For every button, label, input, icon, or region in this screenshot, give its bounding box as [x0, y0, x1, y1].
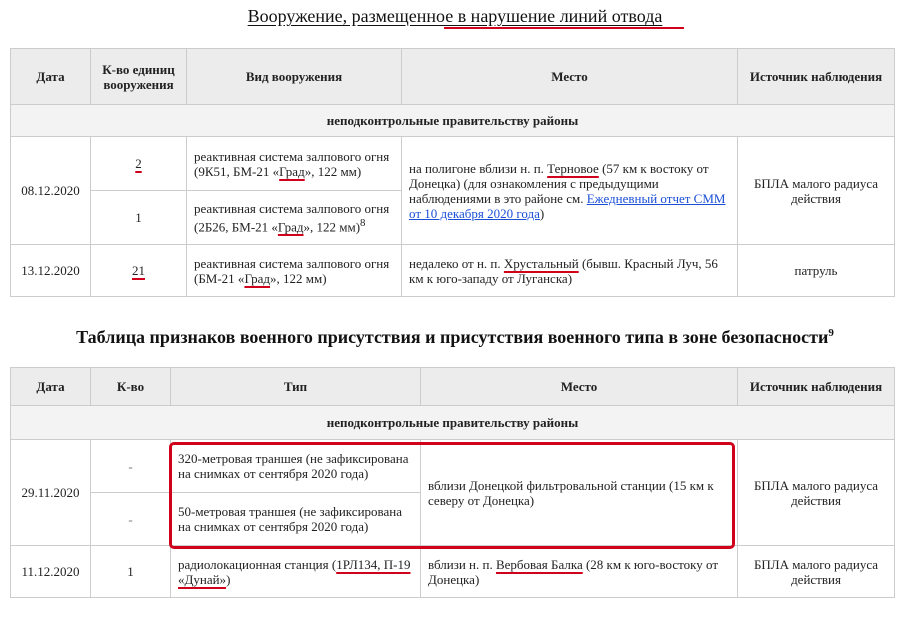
header-place: Место	[402, 49, 738, 105]
header-date: Дата	[11, 368, 91, 406]
row-place: недалеко от н. п. Хрустальный (бывш. Красный Луч, 56 км к юго-западу от Луганска)	[402, 245, 738, 297]
header-source: Источник наблюдения	[738, 368, 895, 406]
table-row	[11, 546, 895, 598]
row-weapon-type: реактивная система залпового огня (9К51, БМ-21 «Град», 122 мм)	[187, 137, 402, 191]
row-qty: 1	[91, 191, 187, 245]
annotation-underline-title	[444, 27, 684, 29]
row-qty: -	[91, 493, 171, 546]
header-type: Тип	[171, 368, 421, 406]
header-date: Дата	[11, 49, 91, 105]
header-weapon-type: Вид вооружения	[187, 49, 402, 105]
header-qty: К-во единиц вооружения	[91, 49, 187, 105]
row-place: вблизи Донецкой фильтровальной станции (15 км к северу от Донецка)	[421, 440, 738, 546]
header-place: Место	[421, 368, 738, 406]
table-row	[11, 245, 895, 297]
row-place: вблизи н. п. Вербовая Балка (28 км к юго-востоку от Донецка)	[421, 546, 738, 598]
table1-title: Вооружение, размещенное в нарушение линий отвода	[247, 6, 663, 26]
weapons-table	[10, 48, 895, 297]
military-presence-table	[10, 367, 895, 598]
table-row	[11, 137, 895, 191]
row-source: БПЛА малого радиуса действия	[738, 137, 895, 245]
row-qty: 1	[91, 546, 171, 598]
daily-report-link[interactable]: Ежедневный отчет СММ от 10 декабря 2020 года	[409, 190, 726, 221]
table2-title: Таблица признаков военного присутствия и присутствия военного типа в зоне безопасности$^9$	[76, 327, 834, 347]
section-row: неподконтрольные правительству районы	[11, 105, 895, 137]
row-source: БПЛА малого радиуса действия	[738, 440, 895, 546]
row-date: 11.12.2020	[11, 546, 91, 598]
row-date: 13.12.2020	[11, 245, 91, 297]
table-row	[11, 440, 895, 493]
row-qty: -	[91, 440, 171, 493]
row-type: 320-метровая траншея (не зафиксирована на снимках от сентября 2020 года)	[171, 440, 421, 493]
row-weapon-type: реактивная система залпового огня (БМ-21 «Град», 122 мм)	[187, 245, 402, 297]
section-row: неподконтрольные правительству районы	[11, 406, 895, 440]
row-type: радиолокационная станция (1РЛ134, П-19 «Дунай»)	[171, 546, 421, 598]
row-qty: 21	[91, 245, 187, 297]
header-source: Источник наблюдения	[738, 49, 895, 105]
row-source: БПЛА малого радиуса действия	[738, 546, 895, 598]
header-qty: К-во	[91, 368, 171, 406]
row-type: 50-метровая траншея (не зафиксирована на снимках от сентября 2020 года)	[171, 493, 421, 546]
row-place: на полигоне вблизи н. п. Терновое (57 км к востоку от Донецка) (для ознакомления с предыдущими наблюдениями в это районе см. Ежедневный отчет СММ от 10 декабря 2020 года)	[402, 137, 738, 245]
row-date: 29.11.2020	[11, 440, 91, 546]
row-date: 08.12.2020	[11, 137, 91, 245]
row-qty: 2	[91, 137, 187, 191]
row-weapon-type: реактивная система залпового огня (2Б26, БМ-21 «Град», 122 мм)$^8$	[187, 191, 402, 245]
row-source: патруль	[738, 245, 895, 297]
